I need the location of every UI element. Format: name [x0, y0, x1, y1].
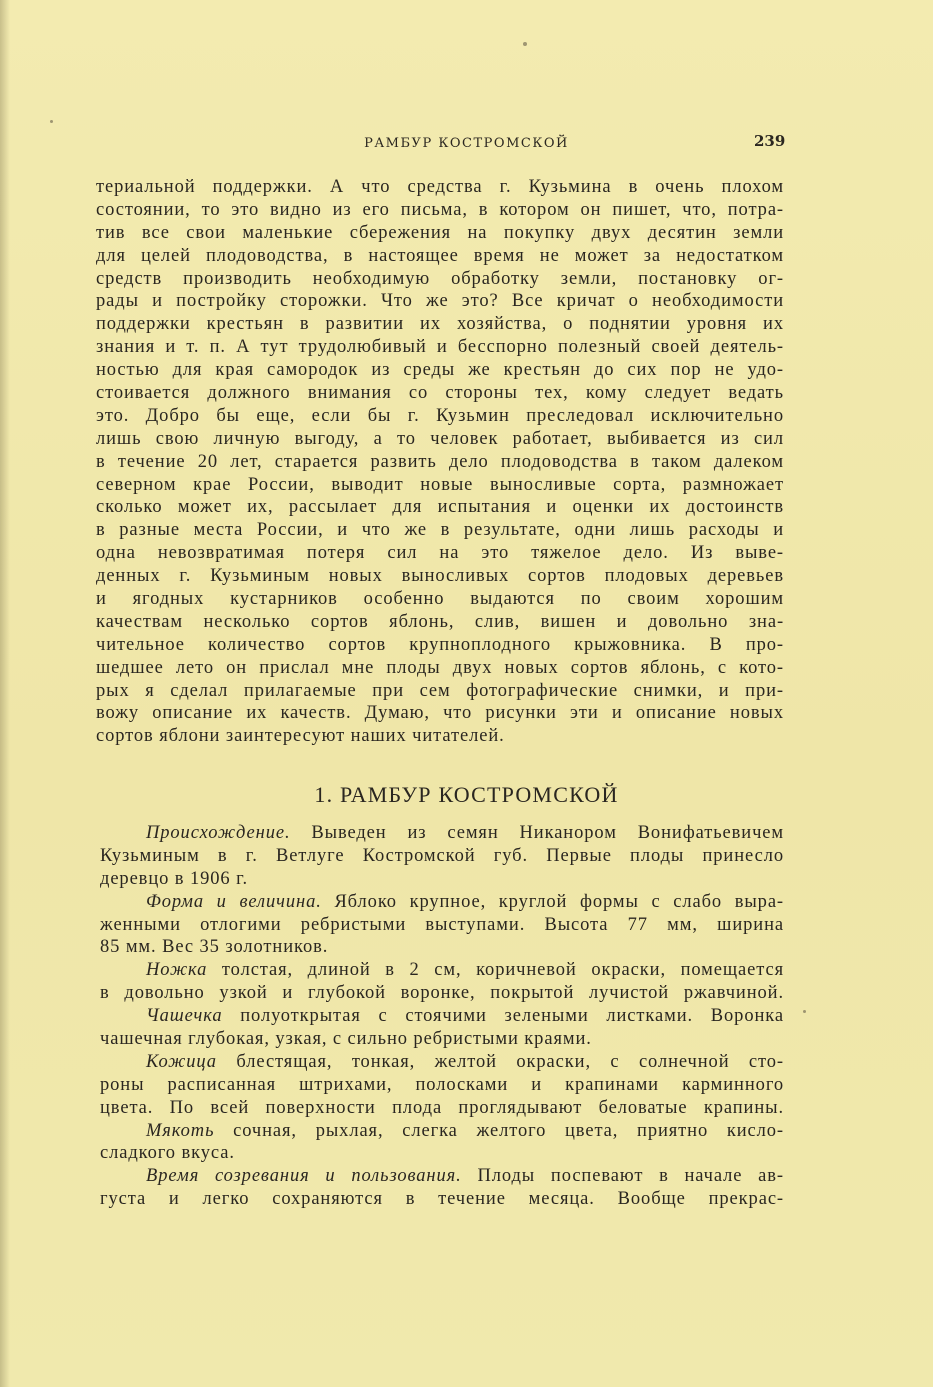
text-line: в течение 20 лет, старается развить дело плодоводства в таком далеком: [96, 451, 784, 472]
text-line: для целей плодоводства, в настоящее время не может за недостатком: [96, 245, 784, 266]
desc-line: [100, 868, 784, 891]
text-line: одна невозвратимая потеря сил на это тяжелое дело. Из выве-: [96, 543, 784, 564]
text-line: тив все свои маленькие сбережения на покупку двух десятин земли: [96, 222, 784, 243]
text-line: и ягодных кустарников особенно выдаются по своим хорошим: [96, 589, 784, 610]
desc-lead: Ножка: [146, 960, 208, 981]
text-line: качествам несколько сортов яблонь, слив, вишен и довольно зна-: [96, 611, 784, 632]
text-line: северном крае России, выводит новые выносливые сорта, размножает: [96, 474, 784, 495]
text-line: лишь свою личную выгоду, а то человек работает, выбивается из сил: [96, 428, 784, 449]
desc-text: Кузьминым в г. Ветлуге Костромской губ. Первые плоды принесло: [100, 845, 784, 866]
desc-line: [100, 1165, 784, 1188]
desc-line: [100, 891, 784, 914]
desc-line: [100, 1074, 784, 1097]
desc-text: 85 мм. Вес 35 золотников.: [100, 937, 329, 958]
text-line: средств производить необходимую обработку земли, постановку ог-: [96, 268, 784, 289]
desc-text: сочная, рыхлая, слегка желтого цвета, приятно кисло-: [214, 1120, 784, 1141]
text-line: шедшее лето он прислал мне плоды двух новых сортов яблонь, с кото-: [96, 657, 784, 678]
text-line: рых я сделал прилагаемые при сем фотографические снимки, и при-: [96, 680, 784, 701]
text-line: поддержки крестьян в развитии их хозяйства, о поднятии уровня их: [96, 314, 784, 335]
text-line: сколько может их, рассылает для испытания и оценки их достоинств: [96, 497, 784, 518]
paper-speck: [803, 1010, 806, 1013]
desc-text: густа и легко сохраняются в течение месяца. Вообще прекрас-: [100, 1189, 784, 1210]
section-title: 1. РАМБУР КОСТРОМСКОЙ: [314, 782, 619, 807]
text-line: денных г. Кузьминым новых выносливых сортов плодовых деревьев: [96, 566, 784, 587]
desc-text: Выведен из семян Никанором Вонифатьевичем: [290, 823, 784, 843]
paper-speck: [50, 120, 53, 123]
desc-lead: Происхождение.: [146, 823, 291, 843]
text-line: состоянии, то это видно из его письма, в котором он пишет, что, потра-: [96, 199, 784, 220]
desc-line: [100, 1005, 784, 1028]
desc-lead: Форма и величина.: [146, 891, 322, 912]
paper-speck: [523, 42, 527, 46]
desc-text: блестящая, тонкая, желтой окраски, с солнечной сто-: [216, 1051, 784, 1072]
desc-text: роны расписанная штрихами, полосками и крапинами карминного: [100, 1074, 784, 1095]
desc-line: [100, 822, 784, 845]
body-paragraph: [96, 176, 784, 748]
desc-text: Яблоко крупное, круглой формы с слабо выра-: [321, 891, 784, 912]
desc-line: [100, 1028, 784, 1051]
desc-text: полуоткрытая с стоячими зелеными листками. Воронка: [222, 1006, 784, 1027]
running-head: РАМБУР КОСТРОМСКОЙ: [364, 136, 569, 151]
desc-text: цвета. По всей поверхности плода проглядывают беловатые крапины.: [100, 1097, 784, 1118]
desc-line: [100, 1142, 784, 1165]
desc-line: [100, 845, 784, 868]
text-line: стоивается должного внимания со стороны тех, кому следует ведать: [96, 383, 784, 404]
text-line: знания и т. п. А тут трудолюбивый и бесспорно полезный своей деятель-: [96, 337, 784, 358]
page-number: 239: [754, 132, 786, 150]
desc-line: [100, 914, 784, 937]
binding-shadow: [0, 0, 10, 1387]
text-line: рады и постройку сторожки. Что же это? Все кричат о необходимости: [96, 291, 784, 312]
desc-lead: Кожица: [146, 1051, 217, 1072]
desc-text: чашечная глубокая, узкая, с сильно ребристыми краями.: [100, 1029, 592, 1050]
text-line: в разные места России, и что же в результате, одни лишь расходы и: [96, 520, 784, 541]
desc-text: в довольно узкой и глубокой воронке, покрытой лучистой ржавчиной.: [100, 983, 784, 1004]
desc-text: женными отлогими ребристыми выступами. Высота 77 мм, ширина: [100, 914, 784, 935]
desc-line: [100, 1097, 784, 1120]
desc-text: деревцо в 1906 г.: [100, 868, 249, 889]
text-line: это. Добро бы еще, если бы г. Кузьмин преследовал исключительно: [96, 405, 784, 426]
desc-text: толстая, длиной в 2 см, коричневой окраски, помещается: [207, 960, 784, 981]
desc-text: сладкого вкуса.: [100, 1143, 235, 1164]
desc-text: Плоды поспевают в начале ав-: [461, 1166, 784, 1187]
desc-lead: Чашечка: [146, 1006, 223, 1027]
desc-lead: Мякоть: [146, 1120, 215, 1141]
text-line: сортов яблони заинтересуют наших читателей.: [96, 726, 505, 747]
desc-line: [100, 1120, 784, 1143]
desc-line: [100, 982, 784, 1005]
desc-line: [100, 1188, 784, 1211]
desc-lead: Время созревания и пользования.: [146, 1166, 462, 1187]
text-line: ностью для края самородок из среды же крестьян до сих пор не удо-: [96, 360, 784, 381]
text-line: териальной поддержки. А что средства г. Кузьмина в очень плохом: [96, 177, 784, 197]
variety-description: [100, 822, 784, 1211]
text-line: вожу описание их качеств. Думаю, что рисунки эти и описание новых: [96, 703, 784, 724]
desc-line: [100, 959, 784, 982]
desc-line: [100, 936, 784, 959]
text-line: чительное количество сортов крупноплодного крыжовника. В про-: [96, 634, 784, 655]
desc-line: [100, 1051, 784, 1074]
